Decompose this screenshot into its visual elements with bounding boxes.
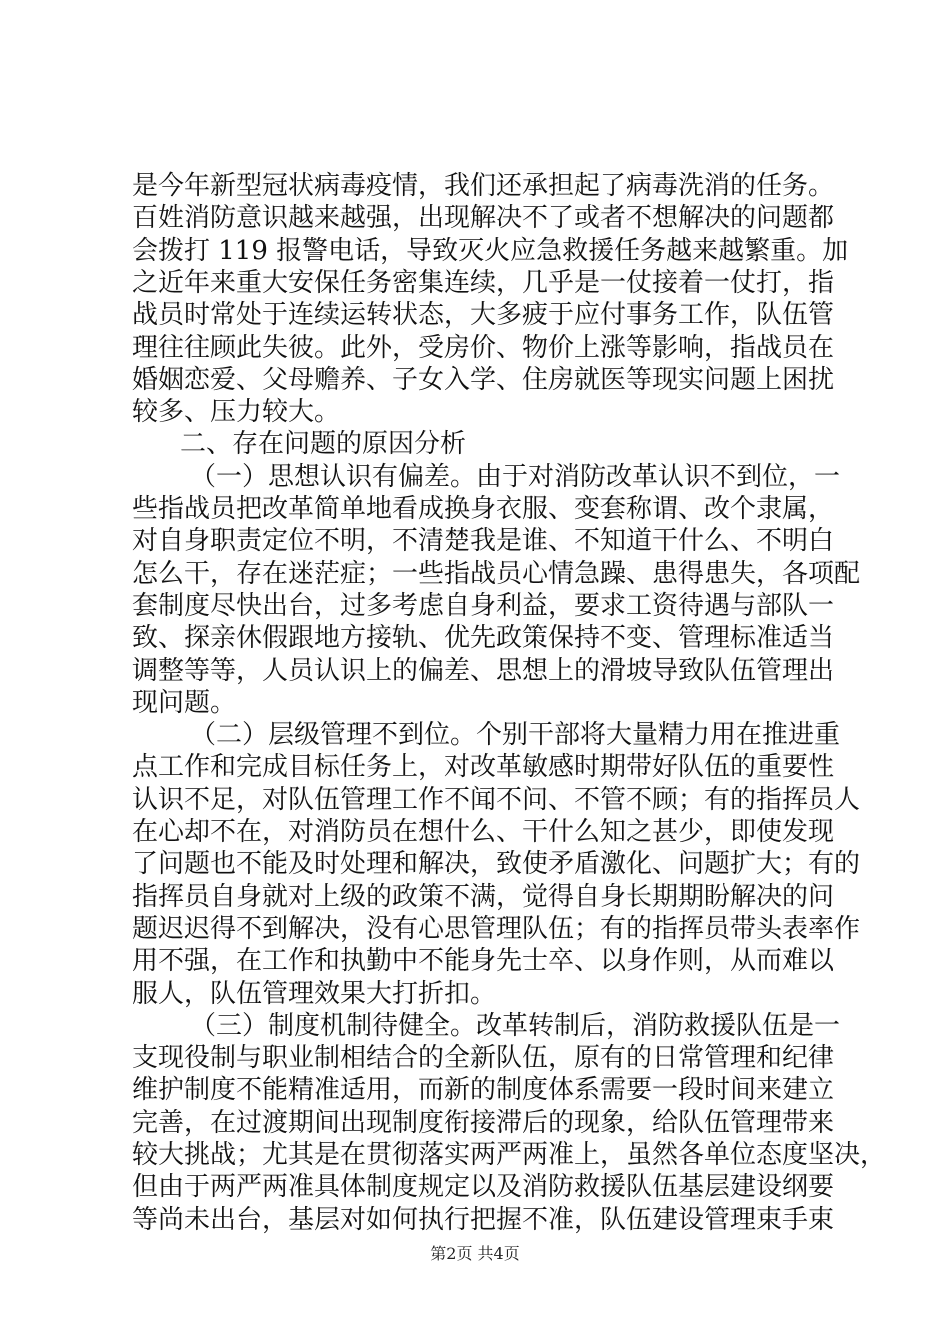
body-line: 是今年新型冠状病毒疫情，我们还承担起了病毒洗消的任务。 bbox=[132, 171, 835, 201]
body-line: 认识不足，对队伍管理工作不闻不问、不管不顾；有的指挥员人 bbox=[132, 784, 861, 815]
body-line: 现问题。 bbox=[132, 687, 237, 718]
body-line: 等尚未出台，基层对如何执行把握不准，队伍建设管理束手束 bbox=[132, 1204, 835, 1235]
page-footer: 第2页 共4页 bbox=[430, 1244, 520, 1263]
body-line: 完善，在过渡期间出现制度衔接滞后的现象，给队伍管理带来 bbox=[132, 1107, 835, 1138]
body-line: 理往往顾此失彼。此外，受房价、物价上涨等影响，指战员在 bbox=[132, 332, 835, 363]
subsection-heading-2: （二）层级管理不到位。个别干部将大量精力用在推进重 bbox=[190, 720, 841, 751]
body-line: 但由于两严两准具体制度规定以及消防救援队伍基层建设纲要 bbox=[132, 1172, 835, 1203]
body-line: 对自身职责定位不明，不清楚我是谁、不知道干什么、不明白 bbox=[132, 526, 835, 557]
subsection-heading-1: （一）思想认识有偏差。由于对消防改革认识不到位，一 bbox=[190, 461, 841, 492]
body-line: 致、探亲休假跟地方接轨、优先政策保持不变、管理标准适当 bbox=[132, 623, 835, 654]
body-line: 题迟迟得不到解决，没有心思管理队伍；有的指挥员带头表率作 bbox=[132, 913, 861, 944]
body-line: 之近年来重大安保任务密集连续，几乎是一仗接着一仗打，指 bbox=[132, 267, 835, 298]
body-line: 战员时常处于连续运转状态，大多疲于应付事务工作，队伍管 bbox=[132, 300, 835, 331]
body-line: 些指战员把改革简单地看成换身衣服、变套称谓、改个隶属， bbox=[132, 494, 835, 525]
body-line: 指挥员自身就对上级的政策不满，觉得自身长期期盼解决的问 bbox=[132, 881, 835, 912]
body-line: 用不强，在工作和执勤中不能身先士卒、以身作则，从而难以 bbox=[132, 946, 835, 977]
body-line: 婚姻恋爱、父母赡养、子女入学、住房就医等现实问题上困扰 bbox=[132, 364, 835, 395]
body-line: 了问题也不能及时处理和解决，致使矛盾激化、问题扩大；有的 bbox=[132, 849, 861, 880]
body-line: 百姓消防意识越来越强，出现解决不了或者不想解决的问题都 bbox=[132, 203, 835, 234]
body-line: 较大挑战；尤其是在贯彻落实两严两准上，虽然各单位态度坚决， bbox=[132, 1140, 887, 1171]
body-line: 在心却不在，对消防员在想什么、干什么知之甚少，即使发现 bbox=[132, 817, 835, 848]
body-line: 套制度尽快出台，过多考虑自身利益，要求工资待遇与部队一 bbox=[132, 590, 835, 621]
subsection-heading-3: （三）制度机制待健全。改革转制后，消防救援队伍是一 bbox=[190, 1010, 841, 1041]
body-line: 维护制度不能精准适用，而新的制度体系需要一段时间来建立 bbox=[132, 1075, 835, 1106]
body-line: 点工作和完成目标任务上，对改革敏感时期带好队伍的重要性 bbox=[132, 752, 835, 783]
body-line: 怎么干，存在迷茫症；一些指战员心情急躁、患得患失，各项配 bbox=[132, 558, 861, 589]
body-line: 较多、压力较大。 bbox=[132, 397, 341, 428]
section-heading: 二、存在问题的原因分析 bbox=[180, 429, 467, 460]
body-line: 服人，队伍管理效果大打折扣。 bbox=[132, 978, 497, 1009]
body-line: 调整等等，人员认识上的偏差、思想上的滑坡导致队伍管理出 bbox=[132, 655, 835, 686]
body-line: 支现役制与职业制相结合的全新队伍，原有的日常管理和纪律 bbox=[132, 1043, 835, 1074]
body-line: 会拨打 119 报警电话，导致灭火应急救援任务越来越繁重。加 bbox=[132, 235, 849, 266]
